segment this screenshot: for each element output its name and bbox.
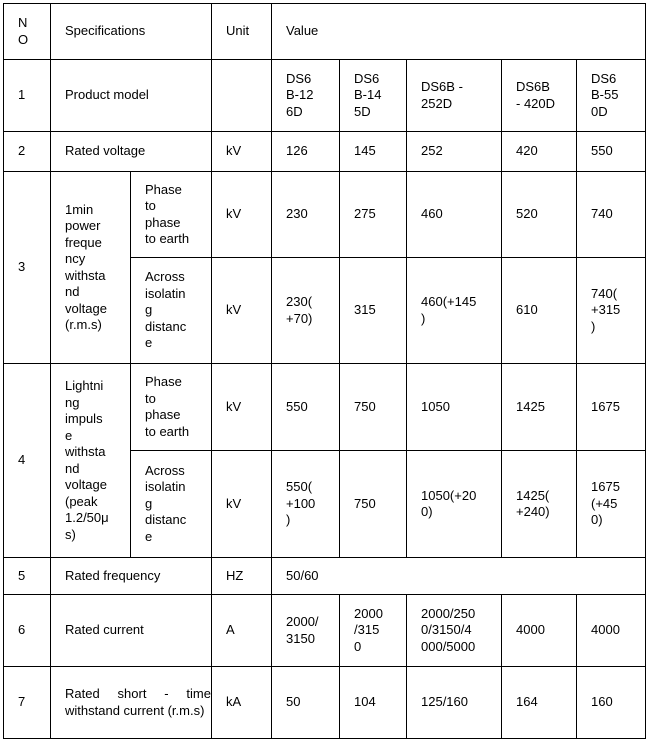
row-number: 7 bbox=[4, 667, 51, 739]
unit-cell: kV bbox=[212, 172, 272, 258]
value-cell: DS6B - 252D bbox=[407, 60, 502, 132]
table-row bbox=[4, 132, 646, 172]
value-cell: DS6B - 420D bbox=[502, 60, 577, 132]
spec-label: 1min power freque ncy withsta nd voltage (r.m.s) bbox=[51, 172, 131, 364]
value-cell: 750 bbox=[340, 451, 407, 558]
value-cell: 230 bbox=[272, 172, 340, 258]
sub-spec-label: Across isolatin g distanc e bbox=[131, 451, 212, 558]
value-cell: 740( +315 ) bbox=[577, 258, 646, 364]
value-cell: 740 bbox=[577, 172, 646, 258]
table-row bbox=[4, 172, 646, 258]
value-cell: DS6 B-55 0D bbox=[577, 60, 646, 132]
value-cell: 4000 bbox=[502, 595, 577, 667]
row-number: 2 bbox=[4, 132, 51, 172]
value-cell: 2000 /315 0 bbox=[340, 595, 407, 667]
spec-label: Product model bbox=[51, 60, 212, 132]
value-cell: 750 bbox=[340, 364, 407, 451]
sub-spec-label: Across isolatin g distanc e bbox=[131, 258, 212, 364]
sub-spec-label: Phase to phase to earth bbox=[131, 364, 212, 451]
unit-cell: kA bbox=[212, 667, 272, 739]
value-cell: DS6 B-14 5D bbox=[340, 60, 407, 132]
specifications-table bbox=[3, 3, 646, 739]
spec-label: Rated current bbox=[51, 595, 212, 667]
table-row bbox=[4, 364, 646, 451]
row-number: 1 bbox=[4, 60, 51, 132]
value-cell: 50/60 bbox=[272, 558, 646, 595]
sub-spec-label: Phase to phase to earth bbox=[131, 172, 212, 258]
value-cell: DS6 B-12 6D bbox=[272, 60, 340, 132]
spec-label: Lightni ng impuls e withsta nd voltage (peak 1.2/50μ s) bbox=[51, 364, 131, 558]
value-cell: 50 bbox=[272, 667, 340, 739]
value-cell: 550 bbox=[272, 364, 340, 451]
value-cell: 160 bbox=[577, 667, 646, 739]
value-cell: 420 bbox=[502, 132, 577, 172]
value-cell: 275 bbox=[340, 172, 407, 258]
value-cell: 1050(+20 0) bbox=[407, 451, 502, 558]
unit-cell: kV bbox=[212, 132, 272, 172]
value-cell: 145 bbox=[340, 132, 407, 172]
value-cell: 4000 bbox=[577, 595, 646, 667]
spec-label: Rated voltage bbox=[51, 132, 212, 172]
value-cell: 315 bbox=[340, 258, 407, 364]
row-number: 3 bbox=[4, 172, 51, 364]
header-specifications: Specifications bbox=[51, 4, 212, 60]
value-cell: 1050 bbox=[407, 364, 502, 451]
value-cell: 520 bbox=[502, 172, 577, 258]
unit-cell: kV bbox=[212, 258, 272, 364]
row-number: 4 bbox=[4, 364, 51, 558]
value-cell: 1675 (+45 0) bbox=[577, 451, 646, 558]
row-number: 5 bbox=[4, 558, 51, 595]
header-no: N O bbox=[4, 4, 51, 60]
table-row bbox=[4, 667, 646, 739]
value-cell: 1675 bbox=[577, 364, 646, 451]
row-number: 6 bbox=[4, 595, 51, 667]
value-cell: 126 bbox=[272, 132, 340, 172]
value-cell: 460 bbox=[407, 172, 502, 258]
value-cell: 252 bbox=[407, 132, 502, 172]
value-cell: 2000/ 3150 bbox=[272, 595, 340, 667]
value-cell: 1425( +240) bbox=[502, 451, 577, 558]
unit-cell: kV bbox=[212, 451, 272, 558]
spec-label: Rated frequency bbox=[51, 558, 212, 595]
value-cell: 125/160 bbox=[407, 667, 502, 739]
value-cell: 550 bbox=[577, 132, 646, 172]
table-row bbox=[4, 558, 646, 595]
value-cell: 230( +70) bbox=[272, 258, 340, 364]
header-unit: Unit bbox=[212, 4, 272, 60]
value-cell: 550( +100 ) bbox=[272, 451, 340, 558]
unit-cell bbox=[212, 60, 272, 132]
spec-label: Rated short - time withstand current (r.m.s) bbox=[51, 667, 212, 739]
value-cell: 104 bbox=[340, 667, 407, 739]
value-cell: 460(+145 ) bbox=[407, 258, 502, 364]
unit-cell: kV bbox=[212, 364, 272, 451]
value-cell: 610 bbox=[502, 258, 577, 364]
unit-cell: A bbox=[212, 595, 272, 667]
unit-cell: HZ bbox=[212, 558, 272, 595]
table-row bbox=[4, 60, 646, 132]
value-cell: 1425 bbox=[502, 364, 577, 451]
value-cell: 164 bbox=[502, 667, 577, 739]
header-value: Value bbox=[272, 4, 646, 60]
value-cell: 2000/250 0/3150/4 000/5000 bbox=[407, 595, 502, 667]
header-row bbox=[4, 4, 646, 60]
table-row bbox=[4, 595, 646, 667]
